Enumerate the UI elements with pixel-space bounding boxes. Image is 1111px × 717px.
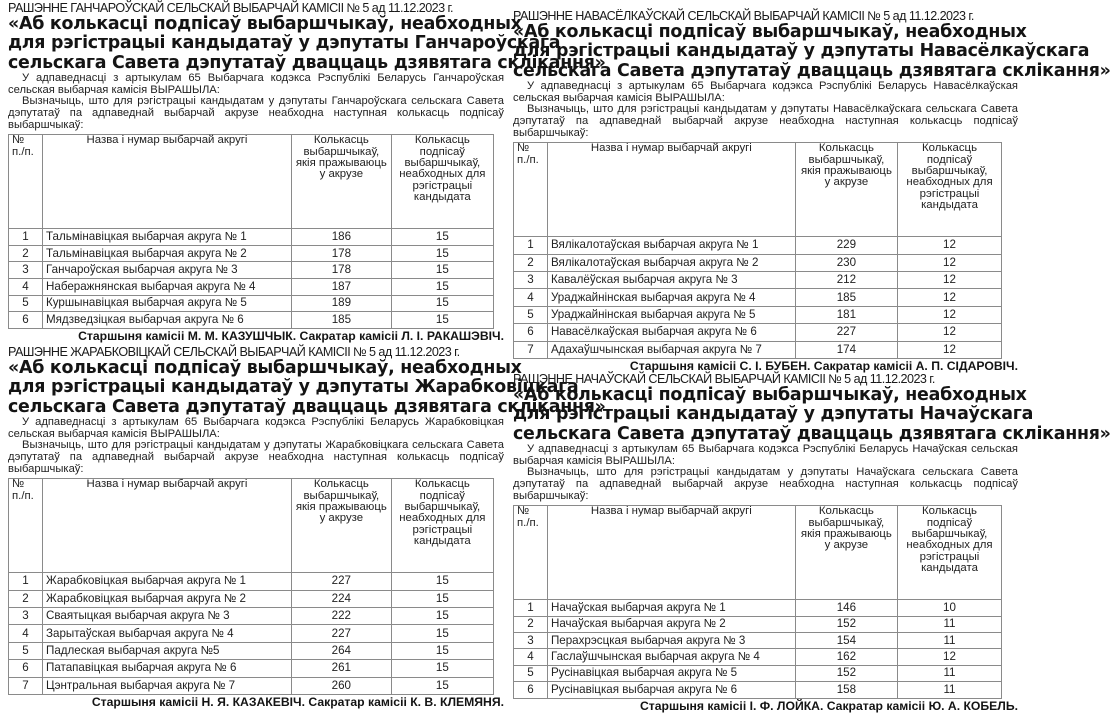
decision-navasyolkauskaya bbox=[513, 9, 1111, 374]
district-name: Начаўская выбарчая акруга № 2 bbox=[547, 616, 795, 632]
districts-table bbox=[513, 142, 1002, 359]
signatures-required: 12 bbox=[898, 254, 1002, 271]
table-row bbox=[9, 642, 494, 659]
voters-count: 154 bbox=[795, 632, 897, 648]
resolution-text: Вызначыць, што для рэгістрацыі кандыдатам у дэпутаты Начаўскага сельскага Савета дэпутатаў па адпаведнай выбарчай акрузе неабходна наступная колькасць подпісаў выбаршчыкаў: bbox=[513, 466, 1018, 502]
table-row bbox=[9, 245, 494, 262]
col-header-num: № п./п. bbox=[514, 143, 548, 237]
preamble-text: У адпаведнасці з артыкулам 65 Выбарчага кодэкса Рэспублікі Беларусь Жарабковіцкая сельская выбарчая камісія ВЫРАШЫЛА: bbox=[8, 416, 504, 440]
district-name: Русінавіцкая выбарчая акруга № 5 bbox=[547, 665, 795, 681]
row-number: 6 bbox=[514, 324, 548, 341]
signatures-required: 12 bbox=[898, 271, 1002, 288]
voters-count: 174 bbox=[795, 341, 897, 358]
title-line-3: сельскага Савета дэпутатаў дваццаць дзявятага склікання» bbox=[513, 423, 1111, 444]
col-header-name: Назва і нумар выбарчай акругі bbox=[547, 506, 795, 600]
voters-count: 152 bbox=[795, 616, 897, 632]
district-name: Падлеская выбарчая акруга №5 bbox=[43, 642, 292, 659]
table-header-row bbox=[9, 479, 494, 573]
row-number: 7 bbox=[514, 341, 548, 358]
signatures-required: 12 bbox=[898, 289, 1002, 306]
decision-header: РАШЭННЕ ЖАРАБКОВІЦКАЙ СЕЛЬСКАЙ ВЫБАРЧАЙ КАМІСІІ № 5 ад 11.12.2023 г. bbox=[8, 345, 460, 359]
signatures-required: 10 bbox=[897, 600, 1001, 616]
district-name: Ураджайнінская выбарчая акруга № 5 bbox=[547, 306, 795, 323]
voters-count: 181 bbox=[795, 306, 897, 323]
table-row bbox=[9, 295, 494, 312]
voters-count: 260 bbox=[292, 677, 392, 694]
row-number: 6 bbox=[9, 312, 43, 329]
district-name: Адахаўшчынская выбарчая акруга № 7 bbox=[547, 341, 795, 358]
table-row bbox=[514, 665, 1002, 681]
row-number: 4 bbox=[514, 649, 548, 665]
district-name: Кавалёўская выбарчая акруга № 3 bbox=[547, 271, 795, 288]
row-number: 1 bbox=[9, 573, 43, 590]
table-row bbox=[9, 660, 494, 677]
resolution-text: Вызначыць, што для рэгістрацыі кандыдатам у дэпутаты Жарабковіцкага сельскага Савета дэпутатаў па адпаведнай выбарчай акрузе неабходна наступная колькасць подпісаў выбаршчыкаў: bbox=[8, 439, 504, 475]
row-number: 5 bbox=[9, 642, 43, 659]
col-header-name: Назва і нумар выбарчай акругі bbox=[43, 479, 292, 573]
title-line-2: для рэгістрацыі кандыдатаў у дэпутаты Начаўскага bbox=[513, 404, 1034, 425]
decision-title bbox=[8, 358, 606, 417]
row-number: 6 bbox=[514, 682, 548, 698]
preamble-paragraph bbox=[8, 417, 504, 440]
preamble-text: У адпаведнасці з артыкулам 65 Выбарчага кодэкса Рэспублікі Беларусь Навасёлкаўская сельская выбарчая камісія ВЫРАШЫЛА: bbox=[513, 80, 1018, 104]
table-row bbox=[514, 306, 1002, 323]
voters-count: 152 bbox=[795, 665, 897, 681]
table-header-row bbox=[514, 506, 1002, 600]
col-header-signatures: Колькасць подпісаў выбаршчыкаў, неабходных для рэгістрацыі кандыдата bbox=[897, 506, 1001, 600]
district-name: Русінавіцкая выбарчая акруга № 6 bbox=[547, 682, 795, 698]
signatures-required: 11 bbox=[897, 616, 1001, 632]
row-number: 3 bbox=[514, 271, 548, 288]
signatures-required: 15 bbox=[391, 642, 493, 659]
district-name: Тальмінавіцкая выбарчая акруга № 1 bbox=[43, 229, 292, 246]
voters-count: 227 bbox=[292, 573, 392, 590]
decision-title bbox=[513, 385, 1111, 444]
table-row bbox=[514, 649, 1002, 665]
decision-title bbox=[513, 22, 1111, 81]
voters-count: 264 bbox=[292, 642, 392, 659]
voters-count: 230 bbox=[795, 254, 897, 271]
table-row bbox=[9, 312, 494, 329]
commission-signature: Старшыня камісіі І. Ф. ЛОЙКА. Сакратар камісіі Ю. А. КОБЕЛЬ. bbox=[639, 698, 1018, 713]
table-row bbox=[514, 616, 1002, 632]
table-row bbox=[9, 573, 494, 590]
signatures-required: 15 bbox=[391, 278, 493, 295]
row-number: 5 bbox=[9, 295, 43, 312]
decision-nachauskaya bbox=[513, 372, 1111, 714]
signatures-required: 15 bbox=[391, 573, 493, 590]
preamble-paragraph bbox=[513, 444, 1018, 467]
table-row bbox=[9, 229, 494, 246]
row-number: 5 bbox=[514, 665, 548, 681]
col-header-voters: Колькасць выбаршчыкаў, якія пражываюць у акрузе bbox=[292, 479, 392, 573]
decision-ganchароuskaya bbox=[8, 1, 606, 344]
district-name: Перахрэсцкая выбарчая акруга № 3 bbox=[547, 632, 795, 648]
district-name: Жарабковіцкая выбарчая акруга № 2 bbox=[43, 590, 292, 607]
row-number: 4 bbox=[514, 289, 548, 306]
row-number: 2 bbox=[514, 616, 548, 632]
table-header-row bbox=[9, 135, 494, 229]
decision-header: РАШЭННЕ НАВАСЁЛКАЎСКАЙ СЕЛЬСКАЙ ВЫБАРЧАЙ КАМІСІІ № 5 ад 11.12.2023 г. bbox=[513, 9, 974, 23]
table-row bbox=[514, 237, 1002, 254]
voters-count: 186 bbox=[292, 229, 392, 246]
voters-count: 261 bbox=[292, 660, 392, 677]
row-number: 1 bbox=[9, 229, 43, 246]
district-name: Куршынавіцкая выбарчая акруга № 5 bbox=[43, 295, 292, 312]
col-header-signatures: Колькасць подпісаў выбаршчыкаў, неабходных для рэгістрацыі кандыдата bbox=[391, 479, 493, 573]
signatures-required: 15 bbox=[391, 262, 493, 279]
voters-count: 162 bbox=[795, 649, 897, 665]
signatures-required: 11 bbox=[897, 632, 1001, 648]
row-number: 4 bbox=[9, 625, 43, 642]
signatures-required: 15 bbox=[391, 677, 493, 694]
district-name: Наберажнянская выбарчая акруга № 4 bbox=[43, 278, 292, 295]
preamble-text: У адпаведнасці з артыкулам 65 Выбарчага кодэкса Рэспублікі Беларусь Ганчароўская сельская выбарчая камісія ВЫРАШЫЛА: bbox=[8, 72, 504, 96]
decision-title bbox=[8, 14, 606, 73]
voters-count: 185 bbox=[795, 289, 897, 306]
district-name: Жарабковіцкая выбарчая акруга № 1 bbox=[43, 573, 292, 590]
districts-table bbox=[513, 505, 1002, 698]
row-number: 3 bbox=[9, 607, 43, 624]
commission-signature: Старшыня камісіі С. І. БУБЕН. Сакратар камісіі А. П. СІДАРОВІЧ. bbox=[629, 358, 1018, 373]
table-row bbox=[514, 324, 1002, 341]
table-row bbox=[514, 632, 1002, 648]
table-row bbox=[514, 341, 1002, 358]
signatures-required: 15 bbox=[391, 607, 493, 624]
signatures-required: 12 bbox=[898, 306, 1002, 323]
signatures-required: 11 bbox=[897, 682, 1001, 698]
signatures-required: 15 bbox=[391, 590, 493, 607]
voters-count: 227 bbox=[292, 625, 392, 642]
table-row bbox=[514, 254, 1002, 271]
col-header-signatures: Колькасць подпісаў выбаршчыкаў, неабходных для рэгістрацыі кандыдата bbox=[898, 143, 1002, 237]
title-line-1: «Аб колькасці подпісаў выбаршчыкаў, неабходных bbox=[513, 22, 1027, 42]
voters-count: 158 bbox=[795, 682, 897, 698]
signatures-required: 12 bbox=[898, 341, 1002, 358]
preamble-paragraph bbox=[8, 73, 504, 96]
title-line-3: сельскага Савета дэпутатаў дваццаць дзявятага склікання» bbox=[8, 396, 606, 417]
signatures-required: 11 bbox=[897, 665, 1001, 681]
voters-count: 227 bbox=[795, 324, 897, 341]
table-row bbox=[9, 262, 494, 279]
district-name: Вялікалотаўская выбарчая акруга № 1 bbox=[547, 237, 795, 254]
district-name: Тальмінавіцкая выбарчая акруга № 2 bbox=[43, 245, 292, 262]
col-header-name: Назва і нумар выбарчай акругі bbox=[547, 143, 795, 237]
districts-table bbox=[8, 478, 494, 695]
title-line-2: для рэгістрацыі кандыдатаў у дэпутаты Ганчароўскага bbox=[8, 33, 561, 54]
title-line-1: «Аб колькасці подпісаў выбаршчыкаў, неабходных bbox=[8, 14, 522, 34]
row-number: 1 bbox=[514, 237, 548, 254]
col-header-num: № п./п. bbox=[514, 506, 548, 600]
table-row bbox=[514, 600, 1002, 616]
district-name: Зарытаўская выбарчая акруга № 4 bbox=[43, 625, 292, 642]
decision-header: РАШЭННЕ НАЧАЎСКАЙ СЕЛЬСКАЙ ВЫБАРЧАЙ КАМІСІІ № 5 ад 11.12.2023 г. bbox=[513, 372, 935, 386]
table-row bbox=[9, 278, 494, 295]
resolution-paragraph bbox=[8, 96, 504, 131]
voters-count: 187 bbox=[292, 278, 392, 295]
voters-count: 224 bbox=[292, 590, 392, 607]
row-number: 4 bbox=[9, 278, 43, 295]
row-number: 2 bbox=[9, 590, 43, 607]
table-row bbox=[9, 677, 494, 694]
signatures-required: 15 bbox=[391, 295, 493, 312]
voters-count: 212 bbox=[795, 271, 897, 288]
voters-count: 222 bbox=[292, 607, 392, 624]
district-name: Навасёлкаўская выбарчая акруга № 6 bbox=[547, 324, 795, 341]
district-name: Вялікалотаўская выбарчая акруга № 2 bbox=[547, 254, 795, 271]
voters-count: 189 bbox=[292, 295, 392, 312]
district-name: Гаслаўшчынская выбарчая акруга № 4 bbox=[547, 649, 795, 665]
resolution-paragraph bbox=[8, 440, 504, 475]
signatures-required: 15 bbox=[391, 229, 493, 246]
table-row bbox=[514, 682, 1002, 698]
table-row bbox=[514, 289, 1002, 306]
row-number: 6 bbox=[9, 660, 43, 677]
commission-signature: Старшыня камісіі Н. Я. КАЗАКЕВІЧ. Сакратар камісіі К. В. КЛЕМЯНЯ. bbox=[91, 694, 504, 709]
district-name: Ганчароўская выбарчая акруга № 3 bbox=[43, 262, 292, 279]
table-row bbox=[9, 625, 494, 642]
cropped-text-fragment bbox=[515, 0, 1020, 2]
voters-count: 178 bbox=[292, 262, 392, 279]
preamble-paragraph bbox=[513, 81, 1018, 104]
decision-zharabkovitskaya bbox=[8, 345, 606, 710]
title-line-3: сельскага Савета дэпутатаў дваццаць дзявятага склікання» bbox=[513, 60, 1111, 81]
row-number: 1 bbox=[514, 600, 548, 616]
district-name: Цэнтральная выбарчая акруга № 7 bbox=[43, 677, 292, 694]
district-name: Сваятыцкая выбарчая акруга № 3 bbox=[43, 607, 292, 624]
row-number: 3 bbox=[514, 632, 548, 648]
row-number: 5 bbox=[514, 306, 548, 323]
col-header-name: Назва і нумар выбарчай акругі bbox=[43, 135, 292, 229]
decision-header: РАШЭННЕ ГАНЧАРОЎСКАЙ СЕЛЬСКАЙ ВЫБАРЧАЙ КАМІСІІ № 5 ад 11.12.2023 г. bbox=[8, 1, 453, 15]
signatures-required: 12 bbox=[898, 324, 1002, 341]
signatures-required: 12 bbox=[897, 649, 1001, 665]
signatures-required: 15 bbox=[391, 660, 493, 677]
signatures-required: 15 bbox=[391, 245, 493, 262]
table-row bbox=[514, 271, 1002, 288]
signatures-required: 15 bbox=[391, 625, 493, 642]
col-header-signatures: Колькасць подпісаў выбаршчыкаў, неабходных для рэгістрацыі кандыдата bbox=[391, 135, 493, 229]
table-row bbox=[9, 607, 494, 624]
row-number: 3 bbox=[9, 262, 43, 279]
row-number: 7 bbox=[9, 677, 43, 694]
district-name: Начаўская выбарчая акруга № 1 bbox=[547, 600, 795, 616]
row-number: 2 bbox=[514, 254, 548, 271]
col-header-num: № п./п. bbox=[9, 479, 43, 573]
preamble-text: У адпаведнасці з артыкулам 65 Выбарчага кодэкса Рэспублікі Беларусь Начаўская сельская выбарчая камісія ВЫРАШЫЛА: bbox=[513, 443, 1018, 467]
voters-count: 178 bbox=[292, 245, 392, 262]
title-line-1: «Аб колькасці подпісаў выбаршчыкаў, неабходных bbox=[513, 385, 1027, 405]
col-header-num: № п./п. bbox=[9, 135, 43, 229]
resolution-paragraph bbox=[513, 467, 1018, 502]
title-line-3: сельскага Савета дэпутатаў дваццаць дзявятага склікання» bbox=[8, 52, 606, 73]
table-row bbox=[9, 590, 494, 607]
title-line-2: для рэгістрацыі кандыдатаў у дэпутаты Навасёлкаўскага bbox=[513, 41, 1090, 62]
resolution-text: Вызначыць, што для рэгістрацыі кандыдатам у дэпутаты Ганчароўскага сельскага Савета дэпутатаў па адпаведнай выбарчай акрузе неабходна наступная колькасць подпісаў выбаршчыкаў: bbox=[8, 95, 504, 131]
voters-count: 229 bbox=[795, 237, 897, 254]
district-name: Мядзведзіцкая выбарчая акруга № 6 bbox=[43, 312, 292, 329]
signatures-required: 12 bbox=[898, 237, 1002, 254]
district-name: Ураджайнінская выбарчая акруга № 4 bbox=[547, 289, 795, 306]
title-line-2: для рэгістрацыі кандыдатаў у дэпутаты Жарабковіцкага bbox=[8, 377, 579, 398]
voters-count: 185 bbox=[292, 312, 392, 329]
resolution-paragraph bbox=[513, 104, 1018, 139]
districts-table bbox=[8, 134, 494, 329]
district-name: Патапавіцкая выбарчая акруга № 6 bbox=[43, 660, 292, 677]
commission-signature: Старшыня камісіі М. М. КАЗУШЧЫК. Сакратар камісіі Л. І. РАКАШЭВІЧ. bbox=[78, 328, 504, 343]
col-header-voters: Колькасць выбаршчыкаў, якія пражываюць у акрузе bbox=[795, 143, 897, 237]
col-header-voters: Колькасць выбаршчыкаў, якія пражываюць у акрузе bbox=[795, 506, 897, 600]
signatures-required: 15 bbox=[391, 312, 493, 329]
col-header-voters: Колькасць выбаршчыкаў, якія пражываюць у акрузе bbox=[292, 135, 392, 229]
voters-count: 146 bbox=[795, 600, 897, 616]
row-number: 2 bbox=[9, 245, 43, 262]
table-header-row bbox=[514, 143, 1002, 237]
title-line-1: «Аб колькасці подпісаў выбаршчыкаў, неабходных bbox=[8, 358, 522, 378]
resolution-text: Вызначыць, што для рэгістрацыі кандыдатам у дэпутаты Навасёлкаўскага сельскага Савета дэпутатаў па адпаведнай выбарчай акрузе неабходна наступная колькасць подпісаў выбаршчыкаў: bbox=[513, 103, 1018, 139]
